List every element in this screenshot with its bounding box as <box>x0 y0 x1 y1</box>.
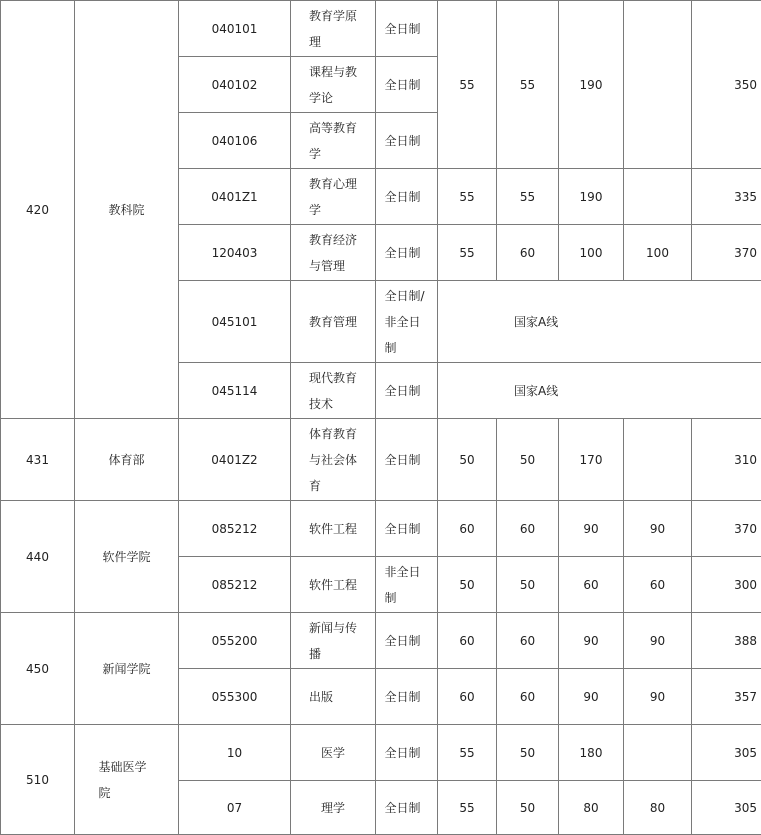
major-code: 085212 <box>179 557 291 613</box>
score-subject-2: 50 <box>497 725 559 781</box>
major-name: 体育教育与社会体育 <box>291 419 376 501</box>
college-code: 440 <box>1 501 75 613</box>
study-mode: 非全日制 <box>376 557 438 613</box>
score-subject-4 <box>624 419 692 501</box>
college-code: 450 <box>1 613 75 725</box>
study-mode: 全日制 <box>376 113 438 169</box>
score-total: 310 <box>692 419 761 501</box>
score-subject-3: 80 <box>559 781 624 835</box>
score-subject-1: 50 <box>438 557 497 613</box>
major-name: 医学 <box>291 725 376 781</box>
score-subject-2: 60 <box>497 225 559 281</box>
college-name: 体育部 <box>75 419 179 501</box>
college-code: 431 <box>1 419 75 501</box>
score-subject-2: 60 <box>497 613 559 669</box>
score-total: 350 <box>692 1 761 169</box>
score-subject-4: 90 <box>624 501 692 557</box>
major-name: 教育管理 <box>291 281 376 363</box>
score-total: 335 <box>692 169 761 225</box>
study-mode: 全日制 <box>376 669 438 725</box>
major-name: 教育经济与管理 <box>291 225 376 281</box>
college-code: 420 <box>1 1 75 419</box>
score-subject-3: 190 <box>559 169 624 225</box>
score-subject-1: 55 <box>438 225 497 281</box>
major-name: 理学 <box>291 781 376 835</box>
major-code: 0401Z2 <box>179 419 291 501</box>
major-name: 高等教育学 <box>291 113 376 169</box>
major-code: 07 <box>179 781 291 835</box>
major-code: 120403 <box>179 225 291 281</box>
score-subject-4: 90 <box>624 613 692 669</box>
major-code: 045101 <box>179 281 291 363</box>
study-mode: 全日制/非全日制 <box>376 281 438 363</box>
score-subject-1: 55 <box>438 781 497 835</box>
score-subject-3: 90 <box>559 669 624 725</box>
major-code: 045114 <box>179 363 291 419</box>
major-name: 新闻与传播 <box>291 613 376 669</box>
study-mode: 全日制 <box>376 1 438 57</box>
major-code: 040106 <box>179 113 291 169</box>
college-name: 教科院 <box>75 1 179 419</box>
score-subject-1: 60 <box>438 613 497 669</box>
major-name: 软件工程 <box>291 557 376 613</box>
score-subject-4 <box>624 169 692 225</box>
study-mode: 全日制 <box>376 725 438 781</box>
major-name: 教育学原理 <box>291 1 376 57</box>
study-mode: 全日制 <box>376 225 438 281</box>
score-subject-3: 90 <box>559 613 624 669</box>
score-subject-2: 55 <box>497 1 559 169</box>
major-name: 课程与教学论 <box>291 57 376 113</box>
table-row <box>1 1 761 57</box>
score-subject-4: 90 <box>624 669 692 725</box>
score-subject-4: 80 <box>624 781 692 835</box>
score-total: 388 <box>692 613 761 669</box>
study-mode: 全日制 <box>376 169 438 225</box>
score-total: 370 <box>692 225 761 281</box>
score-subject-4: 60 <box>624 557 692 613</box>
table-row <box>1 501 761 557</box>
score-subject-3: 180 <box>559 725 624 781</box>
score-subject-3: 60 <box>559 557 624 613</box>
study-mode: 全日制 <box>376 501 438 557</box>
major-code: 055200 <box>179 613 291 669</box>
major-code: 0401Z1 <box>179 169 291 225</box>
score-total: 357 <box>692 669 761 725</box>
score-subject-1: 55 <box>438 169 497 225</box>
major-name: 出版 <box>291 669 376 725</box>
study-mode: 全日制 <box>376 57 438 113</box>
score-subject-3: 190 <box>559 1 624 169</box>
study-mode: 全日制 <box>376 781 438 835</box>
score-subject-3: 170 <box>559 419 624 501</box>
score-subject-4 <box>624 725 692 781</box>
table-row <box>1 725 761 781</box>
major-code: 055300 <box>179 669 291 725</box>
score-subject-1: 55 <box>438 1 497 169</box>
major-name: 教育心理学 <box>291 169 376 225</box>
major-name: 现代教育技术 <box>291 363 376 419</box>
table-row <box>1 419 761 501</box>
table-row <box>1 613 761 669</box>
major-code: 10 <box>179 725 291 781</box>
score-total: 305 <box>692 725 761 781</box>
score-subject-2: 60 <box>497 669 559 725</box>
score-subject-2: 50 <box>497 781 559 835</box>
score-total: 305 <box>692 781 761 835</box>
score-subject-3: 100 <box>559 225 624 281</box>
study-mode: 全日制 <box>376 363 438 419</box>
score-total: 300 <box>692 557 761 613</box>
college-name: 软件学院 <box>75 501 179 613</box>
score-subject-2: 50 <box>497 557 559 613</box>
score-subject-2: 50 <box>497 419 559 501</box>
major-code: 040102 <box>179 57 291 113</box>
study-mode: 全日制 <box>376 419 438 501</box>
national-line: 国家A线 <box>438 363 761 419</box>
study-mode: 全日制 <box>376 613 438 669</box>
score-subject-1: 50 <box>438 419 497 501</box>
major-code: 085212 <box>179 501 291 557</box>
score-subject-4: 100 <box>624 225 692 281</box>
national-line: 国家A线 <box>438 281 761 363</box>
score-total: 370 <box>692 501 761 557</box>
major-name: 软件工程 <box>291 501 376 557</box>
score-subject-2: 55 <box>497 169 559 225</box>
score-subject-1: 55 <box>438 725 497 781</box>
score-subject-1: 60 <box>438 501 497 557</box>
college-code: 510 <box>1 725 75 835</box>
college-name: 新闻学院 <box>75 613 179 725</box>
score-subject-1: 60 <box>438 669 497 725</box>
score-subject-2: 60 <box>497 501 559 557</box>
score-subject-4 <box>624 1 692 169</box>
score-subject-3: 90 <box>559 501 624 557</box>
major-code: 040101 <box>179 1 291 57</box>
college-name: 基础医学院 <box>75 725 179 835</box>
